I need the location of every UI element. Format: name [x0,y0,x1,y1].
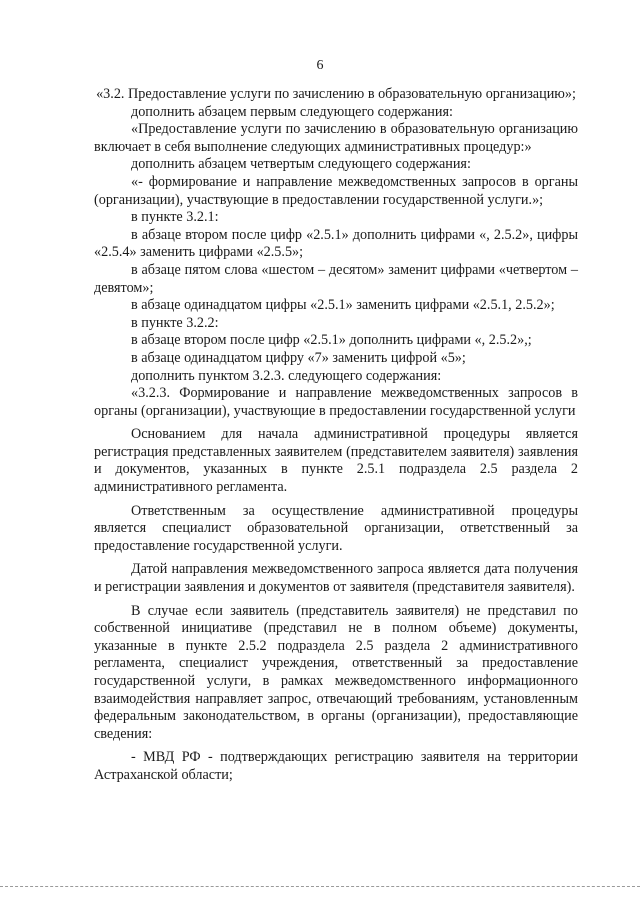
paragraph: - МВД РФ - подтверждающих регистрацию заявителя на территории Астраханской области; [94,749,578,783]
page-bottom-divider [0,886,640,887]
paragraph: Основанием для начала административной процедуры является регистрация представленных заявителем (представителем заявителя) заявления и документов, указанных в пункте 2.5.1 подраздела 2.5 раздела 2 административного регламента. [94,426,578,496]
paragraph: «3.2. Предоставление услуги по зачислению в образовательную организацию»; [96,86,576,102]
paragraph: «- формирование и направление межведомственных запросов в органы (организации), участвующие в предоставлении государственной услуги.»; [94,173,578,208]
paragraph: дополнить абзацем четвертым следующего содержания: [131,156,471,173]
paragraph: «Предоставление услуги по зачислению в образовательную организацию включает в себя выполнение следующих административных процедур:» [94,121,578,155]
document-body [94,86,578,785]
page-number: 6 [316,58,324,73]
paragraph: дополнить абзацем первым следующего содержания: [131,103,453,120]
paragraph: в абзаце одинадцатом цифру «7» заменить цифрой «5»; [131,349,466,366]
paragraph: в пункте 3.2.1: [131,209,219,226]
paragraph: в пункте 3.2.2: [131,314,219,331]
paragraph: в абзаце втором после цифр «2.5.1» дополнить цифрами «, 2.5.2»,; [131,332,532,349]
paragraph: Датой направления межведомственного запроса является дата получения и регистрации заявления и документов от заявителя (представителя заявителя). [94,561,578,596]
paragraph: дополнить пунктом 3.2.3. следующего содержания: [131,367,442,384]
paragraph: в абзаце одинадцатом цифры «2.5.1» заменить цифрами «2.5.1, 2.5.2»; [131,297,555,314]
paragraph: «3.2.3. Формирование и направление межведомственных запросов в органы (организации), участвующие в предоставлении государственной услуги [94,385,578,419]
paragraph: В случае если заявитель (представитель заявителя) не представил по собственной инициативе (представил не в полном объеме) документы, указанные в пункте 2.5.2 подраздела 2.5 раздела 2 административного регламента, специалист учреждения, ответственный за предоставление государственной услуги, в рамках межведомственного информационного взаимодействия направляет запрос, отвечающий требованиям, установленным федеральным законодательством, в органы (организации), предоставляющие сведения: [94,602,578,742]
paragraph: в абзаце втором после цифр «2.5.1» дополнить цифрами «, 2.5.2», цифры «2.5.4» заменить цифрами «2.5.5»; [94,226,578,261]
paragraph: Ответственным за осуществление административной процедуры является специалист образовательной организации, ответственный за предоставление государственной услуги. [94,502,578,554]
paragraph: в абзаце пятом слова «шестом – десятом» заменит цифрами «четвертом – девятом»; [94,261,578,296]
